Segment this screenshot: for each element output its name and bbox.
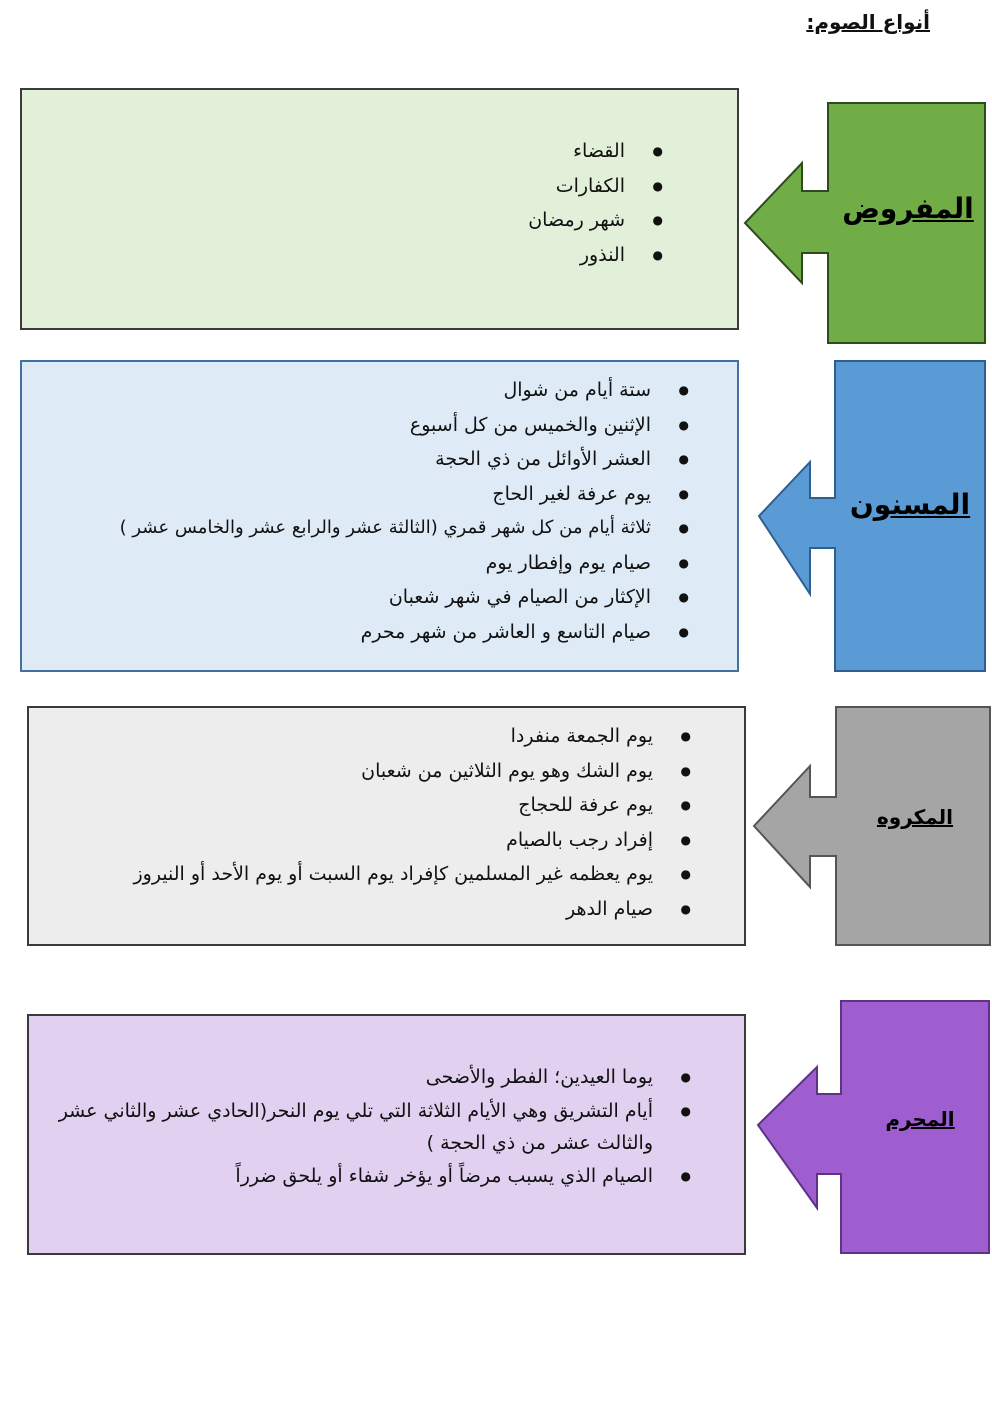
list-item: ● الإكثار من الصيام في شهر شعبان (22, 580, 689, 615)
haram-box (27, 1014, 746, 1255)
makruh-box (27, 706, 746, 946)
sunnah-label: المسنون (849, 488, 971, 521)
list-item: ● النذور (22, 238, 663, 273)
list-item: ● شهر رمضان (22, 203, 663, 238)
list-item: ● صيام الدهر (29, 892, 691, 927)
list-item: ● صيام يوم وإفطار يوم (22, 546, 689, 581)
list-item: ● يوم الجمعة منفردا (29, 719, 691, 754)
list-item: ● أيام التشريق وهي الأيام الثلاثة التي تلي يوم النحر(الحادي عشر والثاني عشر والثالث عشر من ذي الحجة ) (49, 1095, 691, 1159)
haram-list (29, 1016, 744, 1193)
fard-box (20, 88, 739, 330)
makruh-list (29, 708, 744, 926)
list-item: ● يوم الشك وهو يوم الثلاثين من شعبان (29, 754, 691, 789)
sunnah-box (20, 360, 739, 672)
page-title: أنواع الصوم: (806, 10, 930, 34)
fard-label: المفروض (842, 192, 974, 225)
list-item: ● الصيام الذي يسبب مرضاً أو يؤخر شفاء أو يلحق ضرراً (49, 1159, 691, 1194)
list-item: ● يوم عرفة للحجاج (29, 788, 691, 823)
list-item: ● يوم يعظمه غير المسلمين كإفراد يوم السبت أو يوم الأحد أو النيروز (29, 857, 691, 892)
list-item: ● يوما العيدين؛ الفطر والأضحى (49, 1060, 691, 1095)
list-item: ● صيام التاسع و العاشر من شهر محرم (22, 615, 689, 650)
list-item: ● الكفارات (22, 169, 663, 204)
makruh-label: المكروه (876, 805, 954, 829)
fard-list (22, 90, 737, 272)
list-item: ● الإثنين والخميس من كل أسبوع (22, 408, 689, 443)
list-item: ● القضاء (22, 134, 663, 169)
list-item: ● العشر الأوائل من ذي الحجة (22, 442, 689, 477)
sunnah-list (22, 362, 737, 649)
list-item: ● ثلاثة أيام من كل شهر قمري (الثالثة عشر والرابع عشر والخامس عشر ) (22, 511, 689, 546)
list-item: ● يوم عرفة لغير الحاج (22, 477, 689, 512)
haram-label: المحرم (885, 1107, 955, 1131)
list-item: ● إفراد رجب بالصيام (29, 823, 691, 858)
list-item: ● ستة أيام من شوال (22, 373, 689, 408)
